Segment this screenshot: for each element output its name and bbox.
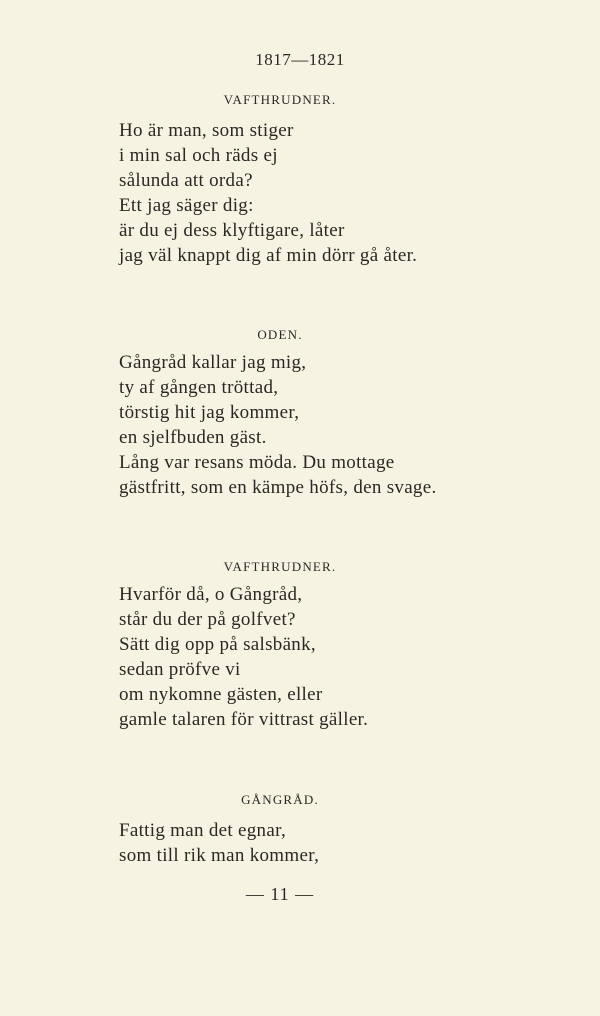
- verse-line: ty af gången tröttad,: [119, 377, 279, 398]
- verse-line: törstig hit jag kommer,: [119, 402, 300, 423]
- speaker-heading: VAFTHRUDNER.: [223, 92, 337, 107]
- verse-line: står du der på golfvet?: [119, 609, 296, 630]
- verse-line: Gångråd kallar jag mig,: [119, 352, 307, 373]
- verse-line: i min sal och räds ej: [119, 145, 278, 166]
- verse-line: Lång var resans möda. Du mottage: [119, 452, 395, 473]
- verse-line: en sjelfbuden gäst.: [119, 427, 267, 448]
- stanza: [119, 350, 437, 500]
- speaker-heading: GÅNGRÅD.: [241, 792, 319, 807]
- verse-line: sålunda att orda?: [119, 170, 253, 191]
- verse-line: Ho är man, som stiger: [119, 120, 294, 141]
- running-head: 1817—1821: [255, 50, 345, 69]
- verse-line: sedan pröfve vi: [119, 659, 241, 680]
- page-number: — 11 —: [245, 884, 315, 904]
- verse-line: som till rik man kommer,: [119, 845, 320, 866]
- verse-line: Sätt dig opp på salsbänk,: [119, 634, 316, 655]
- verse-line: gästfritt, som en kämpe höfs, den svage.: [119, 477, 437, 498]
- stanza: [119, 582, 368, 732]
- stanza: [119, 818, 319, 868]
- verse-line: jag väl knappt dig af min dörr gå åter.: [119, 245, 418, 266]
- verse-line: Hvarför då, o Gångråd,: [119, 584, 303, 605]
- verse-line: gamle talaren för vittrast gäller.: [119, 709, 369, 730]
- verse-line: om nykomne gästen, eller: [119, 684, 323, 705]
- verse-line: Ett jag säger dig:: [119, 195, 254, 216]
- stanza: [119, 118, 417, 268]
- verse-line: Fattig man det egnar,: [119, 820, 286, 841]
- speaker-heading: ODEN.: [257, 327, 303, 342]
- verse-line: är du ej dess klyftigare, låter: [119, 220, 345, 241]
- speaker-heading: VAFTHRUDNER.: [223, 559, 337, 574]
